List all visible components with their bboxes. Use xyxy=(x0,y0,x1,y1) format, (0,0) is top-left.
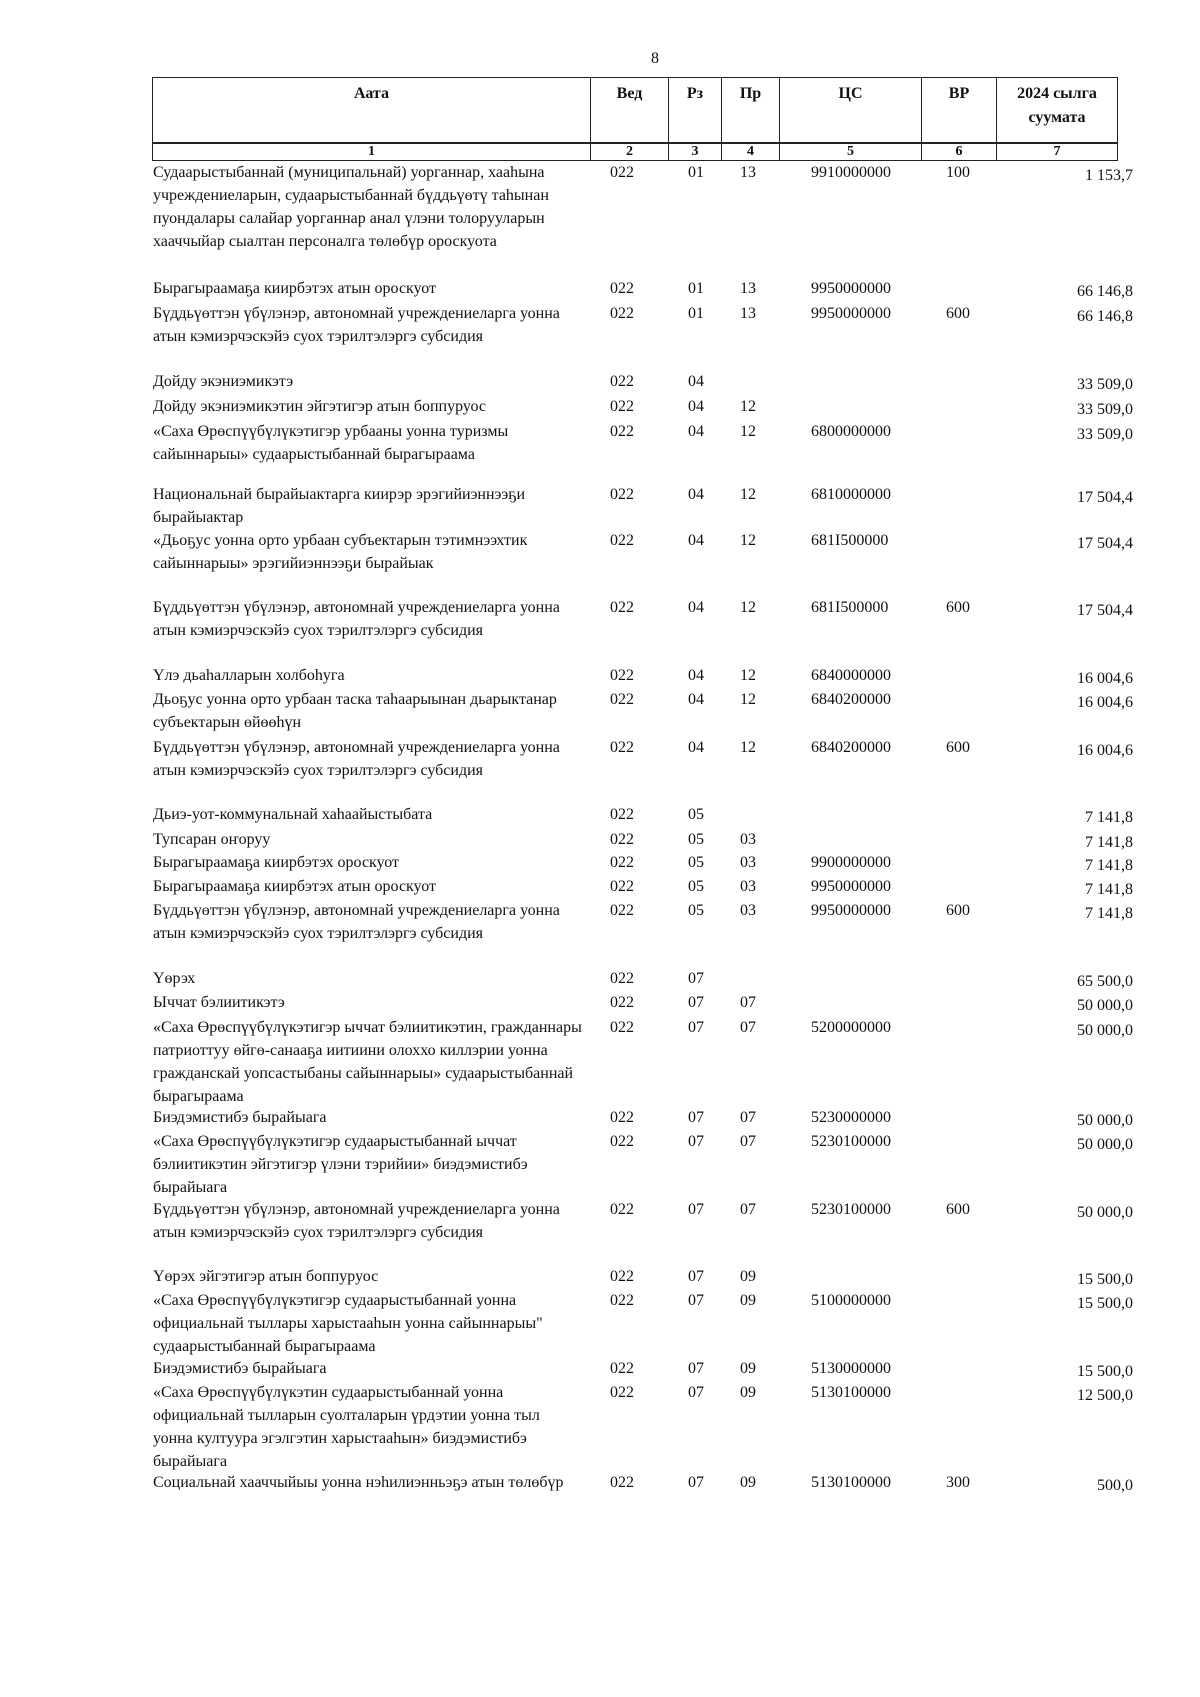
row-cs: 6800000000 xyxy=(811,423,891,440)
row-sum: 15 500,0 xyxy=(1077,1271,1133,1288)
column-header-vr: ВР xyxy=(922,78,997,144)
row-rz: 04 xyxy=(688,667,704,684)
row-rz: 07 xyxy=(688,1384,704,1401)
row-sum: 7 141,8 xyxy=(1085,905,1133,922)
row-name: Үөрэх xyxy=(153,970,196,987)
row-pr: 09 xyxy=(740,1384,756,1401)
row-sum: 17 504,4 xyxy=(1077,602,1133,619)
row-vr: 600 xyxy=(946,902,970,919)
row-ved: 022 xyxy=(610,398,634,415)
row-pr: 12 xyxy=(740,398,756,415)
row-rz: 01 xyxy=(688,305,704,322)
row-rz: 07 xyxy=(688,1019,704,1036)
row-ved: 022 xyxy=(610,667,634,684)
row-name: Бырагыраамаҕа киирбэтэх атын ороскуот xyxy=(153,280,436,297)
row-vr: 600 xyxy=(946,305,970,322)
row-ved: 022 xyxy=(610,164,634,181)
row-ved: 022 xyxy=(610,1292,634,1309)
row-pr: 12 xyxy=(740,532,756,549)
row-sum: 50 000,0 xyxy=(1077,1136,1133,1153)
row-sum: 7 141,8 xyxy=(1085,834,1133,851)
column-header-sum: 2024 сылга суумата xyxy=(997,78,1118,144)
column-number: 4 xyxy=(722,143,780,161)
row-pr: 03 xyxy=(740,831,756,848)
row-sum: 16 004,6 xyxy=(1077,694,1133,711)
row-sum: 66 146,8 xyxy=(1077,308,1133,325)
row-cs: 681I500000 xyxy=(811,532,889,549)
row-rz: 07 xyxy=(688,1109,704,1126)
row-ved: 022 xyxy=(610,902,634,919)
row-ved: 022 xyxy=(610,1201,634,1218)
row-name: Дьоҕус уонна орто урбаан таска таһаарыынан дьарыктанар субъектарын өйөөһүн xyxy=(153,691,557,731)
row-ved: 022 xyxy=(610,994,634,1011)
row-pr: 12 xyxy=(740,691,756,708)
row-sum: 50 000,0 xyxy=(1077,1022,1133,1039)
row-name: Биэдэмистибэ бырайыага xyxy=(153,1109,327,1126)
row-name: Ыччат бэлиитикэтэ xyxy=(153,994,285,1011)
row-cs: 6840200000 xyxy=(811,739,891,756)
row-cs: 5130000000 xyxy=(811,1360,891,1377)
row-cs: 5230100000 xyxy=(811,1201,891,1218)
row-sum: 65 500,0 xyxy=(1077,973,1133,990)
row-cs: 5230100000 xyxy=(811,1133,891,1150)
row-cs: 9910000000 xyxy=(811,164,891,181)
row-name: «Саха Өрөспүүбүлүкэтигэр ыччат бэлиитикэтин, гражданнары патриоттуу өйгө-санааҕа иитиини олоххо киллэрии уонна гражданскай уопсастыбаны сайыннарыы» судаарыстыбаннай бырагыраама xyxy=(153,1019,582,1105)
row-ved: 022 xyxy=(610,373,634,390)
row-sum: 12 500,0 xyxy=(1077,1387,1133,1404)
row-ved: 022 xyxy=(610,1133,634,1150)
row-cs: 5230000000 xyxy=(811,1109,891,1126)
row-pr: 13 xyxy=(740,280,756,297)
row-sum: 17 504,4 xyxy=(1077,489,1133,506)
row-rz: 07 xyxy=(688,970,704,987)
row-vr: 100 xyxy=(946,164,970,181)
row-name: Бүддьүөттэн үбүлэнэр, автономнай учреждениеларга уонна атын кэмиэрчэскэйэ суох тэрилтэлэргэ субсидия xyxy=(153,599,560,639)
row-rz: 05 xyxy=(688,854,704,871)
row-cs: 9950000000 xyxy=(811,902,891,919)
row-sum: 50 000,0 xyxy=(1077,997,1133,1014)
row-cs: 9950000000 xyxy=(811,305,891,322)
row-rz: 05 xyxy=(688,902,704,919)
row-sum: 50 000,0 xyxy=(1077,1112,1133,1129)
row-ved: 022 xyxy=(610,1109,634,1126)
row-sum: 15 500,0 xyxy=(1077,1295,1133,1312)
row-ved: 022 xyxy=(610,305,634,322)
row-name: Судаарыстыбаннай (муниципальнай) уорганнар, хааһына учреждениеларын, судаарыстыбаннай бүддьүөтү таһынан пуондалары салайар уорганнар анал үлэни толорууларын хааччыйар сыалтан персоналга төлөбүр ороскуота xyxy=(153,164,549,250)
budget-table-body xyxy=(0,161,1200,1697)
row-sum: 33 509,0 xyxy=(1077,376,1133,393)
table-header xyxy=(152,77,1118,161)
column-number: 6 xyxy=(922,143,997,161)
row-pr: 09 xyxy=(740,1360,756,1377)
row-sum: 17 504,4 xyxy=(1077,535,1133,552)
row-pr: 09 xyxy=(740,1474,756,1491)
row-vr: 600 xyxy=(946,739,970,756)
row-rz: 07 xyxy=(688,1133,704,1150)
column-header-name: Аата xyxy=(153,78,591,144)
row-ved: 022 xyxy=(610,423,634,440)
row-cs: 9950000000 xyxy=(811,280,891,297)
row-name: Социальнай хааччыйыы уонна нэһилиэнньэҕэ атын төлөбүр xyxy=(153,1474,564,1491)
row-name: Бүддьүөттэн үбүлэнэр, автономнай учреждениеларга уонна атын кэмиэрчэскэйэ суох тэрилтэлэргэ субсидия xyxy=(153,739,560,779)
row-rz: 01 xyxy=(688,164,704,181)
row-sum: 33 509,0 xyxy=(1077,401,1133,418)
row-sum: 15 500,0 xyxy=(1077,1363,1133,1380)
row-ved: 022 xyxy=(610,532,634,549)
row-rz: 04 xyxy=(688,691,704,708)
row-cs: 5130100000 xyxy=(811,1474,891,1491)
row-ved: 022 xyxy=(610,854,634,871)
row-sum: 66 146,8 xyxy=(1077,283,1133,300)
row-sum: 16 004,6 xyxy=(1077,742,1133,759)
column-header-pr: Пр xyxy=(722,78,780,144)
row-pr: 12 xyxy=(740,423,756,440)
row-pr: 09 xyxy=(740,1268,756,1285)
column-header-cs: ЦС xyxy=(780,78,922,144)
row-sum: 16 004,6 xyxy=(1077,670,1133,687)
row-sum: 7 141,8 xyxy=(1085,857,1133,874)
row-pr: 07 xyxy=(740,1201,756,1218)
row-pr: 12 xyxy=(740,486,756,503)
row-rz: 07 xyxy=(688,1292,704,1309)
row-cs: 5130100000 xyxy=(811,1384,891,1401)
row-cs: 6840000000 xyxy=(811,667,891,684)
row-rz: 04 xyxy=(688,423,704,440)
row-ved: 022 xyxy=(610,739,634,756)
row-name: «Дьоҕус уонна орто урбаан субъектарын тэтимнээхтик сайыннарыы» эрэгийиэннээҕи бырайыак xyxy=(153,532,528,572)
row-name: Бүддьүөттэн үбүлэнэр, автономнай учреждениеларга уонна атын кэмиэрчэскэйэ суох тэрилтэлэргэ субсидия xyxy=(153,1201,560,1241)
row-name: Дьиэ-уот-коммунальнай хаһаайыстыбата xyxy=(153,806,433,823)
row-ved: 022 xyxy=(610,878,634,895)
row-pr: 12 xyxy=(740,667,756,684)
row-rz: 04 xyxy=(688,739,704,756)
row-name: Үлэ дьаһалларын холбоһуга xyxy=(153,667,345,684)
row-rz: 04 xyxy=(688,398,704,415)
row-sum: 50 000,0 xyxy=(1077,1204,1133,1221)
row-ved: 022 xyxy=(610,486,634,503)
row-name: Тупсаран оҥоруу xyxy=(153,831,271,848)
row-pr: 03 xyxy=(740,878,756,895)
row-vr: 600 xyxy=(946,1201,970,1218)
row-name: Үөрэх эйгэтигэр атын боппуруос xyxy=(153,1268,379,1285)
row-rz: 05 xyxy=(688,878,704,895)
row-name: Национальнай бырайыактарга киирэр эрэгийиэннээҕи бырайыактар xyxy=(153,486,526,526)
row-cs: 9950000000 xyxy=(811,878,891,895)
row-rz: 07 xyxy=(688,994,704,1011)
row-cs: 6810000000 xyxy=(811,486,891,503)
row-pr: 09 xyxy=(740,1292,756,1309)
row-rz: 04 xyxy=(688,373,704,390)
row-rz: 01 xyxy=(688,280,704,297)
row-rz: 07 xyxy=(688,1474,704,1491)
row-sum: 7 141,8 xyxy=(1085,809,1133,826)
column-number: 7 xyxy=(997,143,1118,161)
row-sum: 500,0 xyxy=(1097,1477,1133,1494)
row-name: Бырагыраамаҕа киирбэтэх ороскуот xyxy=(153,854,399,871)
row-name: Бырагыраамаҕа киирбэтэх атын ороскуот xyxy=(153,878,436,895)
row-rz: 07 xyxy=(688,1201,704,1218)
row-cs: 5100000000 xyxy=(811,1292,891,1309)
row-name: Биэдэмистибэ бырайыага xyxy=(153,1360,327,1377)
row-rz: 05 xyxy=(688,831,704,848)
row-cs: 6840200000 xyxy=(811,691,891,708)
row-ved: 022 xyxy=(610,1360,634,1377)
row-vr: 600 xyxy=(946,599,970,616)
row-ved: 022 xyxy=(610,1474,634,1491)
row-ved: 022 xyxy=(610,280,634,297)
row-pr: 07 xyxy=(740,994,756,1011)
row-rz: 04 xyxy=(688,486,704,503)
row-ved: 022 xyxy=(610,1019,634,1036)
row-ved: 022 xyxy=(610,831,634,848)
column-header-rz: Рз xyxy=(669,78,722,144)
row-pr: 13 xyxy=(740,164,756,181)
row-name: «Саха Өрөспүүбүлүкэтин судаарыстыбаннай уонна официальнай тылларын суолталарын үрдэтии уонна тыл уонна култуура эгэлгэтин харыстааһын» биэдэмистибэ бырайыага xyxy=(153,1384,540,1470)
row-pr: 03 xyxy=(740,902,756,919)
row-rz: 07 xyxy=(688,1360,704,1377)
row-pr: 07 xyxy=(740,1133,756,1150)
row-ved: 022 xyxy=(610,806,634,823)
page-number: 8 xyxy=(651,50,659,67)
row-vr: 300 xyxy=(946,1474,970,1491)
row-name: Дойду экэниэмикэтин эйгэтигэр атын боппуруос xyxy=(153,398,486,415)
row-ved: 022 xyxy=(610,691,634,708)
row-pr: 13 xyxy=(740,305,756,322)
row-ved: 022 xyxy=(610,1384,634,1401)
row-name: «Саха Өрөспүүбүлүкэтигэр судаарыстыбаннай ыччат бэлиитикэтин эйгэтигэр үлэни тэрийии» биэдэмистибэ бырайыага xyxy=(153,1133,528,1196)
row-name: Бүддьүөттэн үбүлэнэр, автономнай учреждениеларга уонна атын кэмиэрчэскэйэ суох тэрилтэлэргэ субсидия xyxy=(153,305,560,345)
row-pr: 12 xyxy=(740,599,756,616)
row-rz: 04 xyxy=(688,599,704,616)
row-cs: 681I500000 xyxy=(811,599,889,616)
column-number: 5 xyxy=(780,143,922,161)
row-cs: 5200000000 xyxy=(811,1019,891,1036)
column-header-ved: Вед xyxy=(591,78,669,144)
row-rz: 07 xyxy=(688,1268,704,1285)
column-number: 2 xyxy=(591,143,669,161)
row-name: «Саха Өрөспүүбүлүкэтигэр судаарыстыбаннай уонна официальнай тыллары харыстааһын уонна сайыннарыы" судаарыстыбаннай бырагыраама xyxy=(153,1292,543,1355)
row-name: Дойду экэниэмикэтэ xyxy=(153,373,294,390)
row-ved: 022 xyxy=(610,1268,634,1285)
row-ved: 022 xyxy=(610,599,634,616)
row-name: Бүддьүөттэн үбүлэнэр, автономнай учреждениеларга уонна атын кэмиэрчэскэйэ суох тэрилтэлэргэ субсидия xyxy=(153,902,560,942)
row-name: «Саха Өрөспүүбүлүкэтигэр урбааны уонна туризмы сайыннарыы» судаарыстыбаннай бырагыраама xyxy=(153,423,509,463)
row-sum: 1 153,7 xyxy=(1085,167,1133,184)
row-sum: 7 141,8 xyxy=(1085,881,1133,898)
row-pr: 07 xyxy=(740,1109,756,1126)
row-pr: 07 xyxy=(740,1019,756,1036)
column-number: 1 xyxy=(153,143,591,161)
row-cs: 9900000000 xyxy=(811,854,891,871)
row-ved: 022 xyxy=(610,970,634,987)
row-rz: 05 xyxy=(688,806,704,823)
row-pr: 12 xyxy=(740,739,756,756)
column-number: 3 xyxy=(669,143,722,161)
row-rz: 04 xyxy=(688,532,704,549)
row-pr: 03 xyxy=(740,854,756,871)
row-sum: 33 509,0 xyxy=(1077,426,1133,443)
